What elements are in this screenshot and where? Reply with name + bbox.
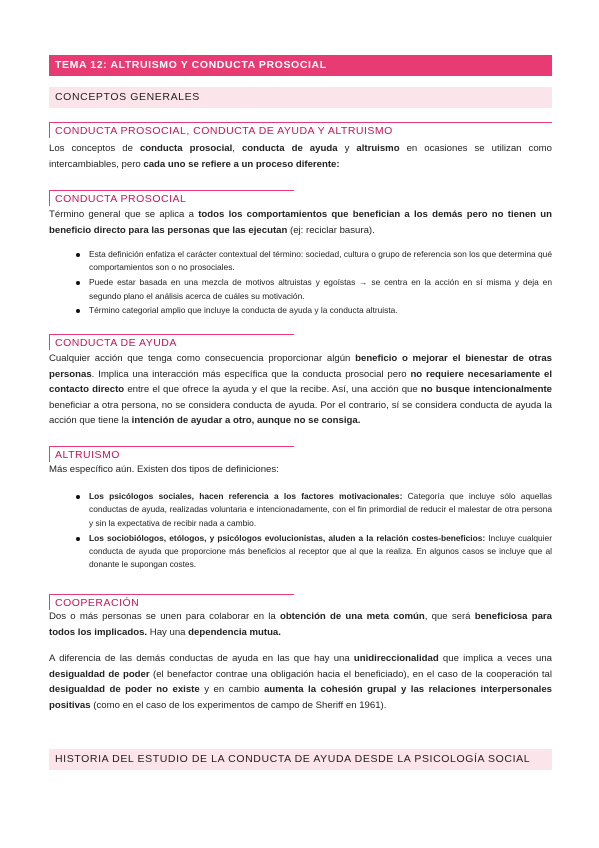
section-heading-intro: CONDUCTA PROSOCIAL, CONDUCTA DE AYUDA Y ALTRUISMO	[49, 122, 552, 138]
cooperacion-paragraph: Dos o más personas se unen para colaborar en la obtención de una meta común, que será beneficiosa para todos los implicados. Hay una dependencia mutua.	[49, 611, 552, 638]
list-item: Los sociobiólogos, etólogos, y psicólogos evolucionistas, aluden a la relación costes-beneficios: Incluye cualquier conducta de ayuda que proporcione más beneficios al receptor que al que la realiza. En algunos casos se incluye que al donante le supongan costes.	[49, 532, 552, 572]
prosocial-paragraph: Término general que se aplica a todos los comportamientos que benefician a los demás pero no tienen un beneficio directo para las personas que las ejecutan (ej: reciclar basura).	[49, 209, 552, 236]
section-heading-ayuda: CONDUCTA DE AYUDA	[49, 334, 294, 350]
list-item: Puede estar basada en una mezcla de motivos altruistas y egoístas → se centra en la acción en sí misma y deja en segundo plano el análisis acerca de cuáles su motivación.	[49, 276, 552, 303]
ayuda-paragraph: Cualquier acción que tenga como consecuencia proporcionar algún beneficio o mejorar el bienestar de otras personas. Implica una interacción más específica que la conducta prosocial pero no requiere necesariamente el contacto directo entre el que ofrece la ayuda y el que la recibe. Así, una acción que no busque intencionalmente beneficiar a otra persona, no se considera conducta de ayuda. Por el contrario, sí se considera conducta de ayuda la acción que tiene la intención de ayudar a otro, aunque no se consiga.	[49, 353, 552, 426]
prosocial-bullet-list	[49, 248, 552, 319]
section-heading-cooperacion: COOPERACIÓN	[49, 594, 294, 610]
altruismo-bullet-list	[49, 490, 552, 573]
section-heading-prosocial: CONDUCTA PROSOCIAL	[49, 190, 294, 206]
intro-paragraph: Los conceptos de conducta prosocial, conducta de ayuda y altruismo en ocasiones se utilizan como intercambiables, pero cada uno se refiere a un proceso diferente:	[49, 143, 552, 170]
list-item: Los psicólogos sociales, hacen referencia a los factores motivacionales: Categoría que incluye sólo aquellas conductas de ayuda, realizadas voluntaria e intencionadamente, con el fin primordial de reducir el malestar de otra persona y sin la expectativa de recibir nada a cambio.	[49, 490, 552, 530]
list-item: Término categorial amplio que incluye la conducta de ayuda y la conducta altruista.	[49, 304, 552, 317]
cooperacion-second-paragraph: A diferencia de las demás conductas de ayuda en las que hay una unidireccionalidad que implica a veces una desigualdad de poder (el benefactor contrae una obligación hacia el beneficiado), en el caso de la cooperación tal desigualdad de poder no existe y en cambio aumenta la cohesión grupal y las relaciones interpersonales positivas (como en el caso de los experimentos de campo de Sheriff en 1961).	[49, 653, 553, 711]
tema-title-banner: TEMA 12: ALTRUISMO Y CONDUCTA PROSOCIAL	[49, 55, 552, 76]
historia-banner: HISTORIA DEL ESTUDIO DE LA CONDUCTA DE AYUDA DESDE LA PSICOLOGÍA SOCIAL	[49, 749, 552, 770]
list-item: Esta definición enfatiza el carácter contextual del término: sociedad, cultura o grupo de referencia son los que determina qué comportamientos son o no prosociales.	[49, 248, 552, 275]
section-heading-altruismo: ALTRUISMO	[49, 446, 294, 462]
altruismo-intro: Más específico aún. Existen dos tipos de definiciones:	[49, 464, 279, 475]
conceptos-generales-banner: CONCEPTOS GENERALES	[49, 87, 552, 108]
